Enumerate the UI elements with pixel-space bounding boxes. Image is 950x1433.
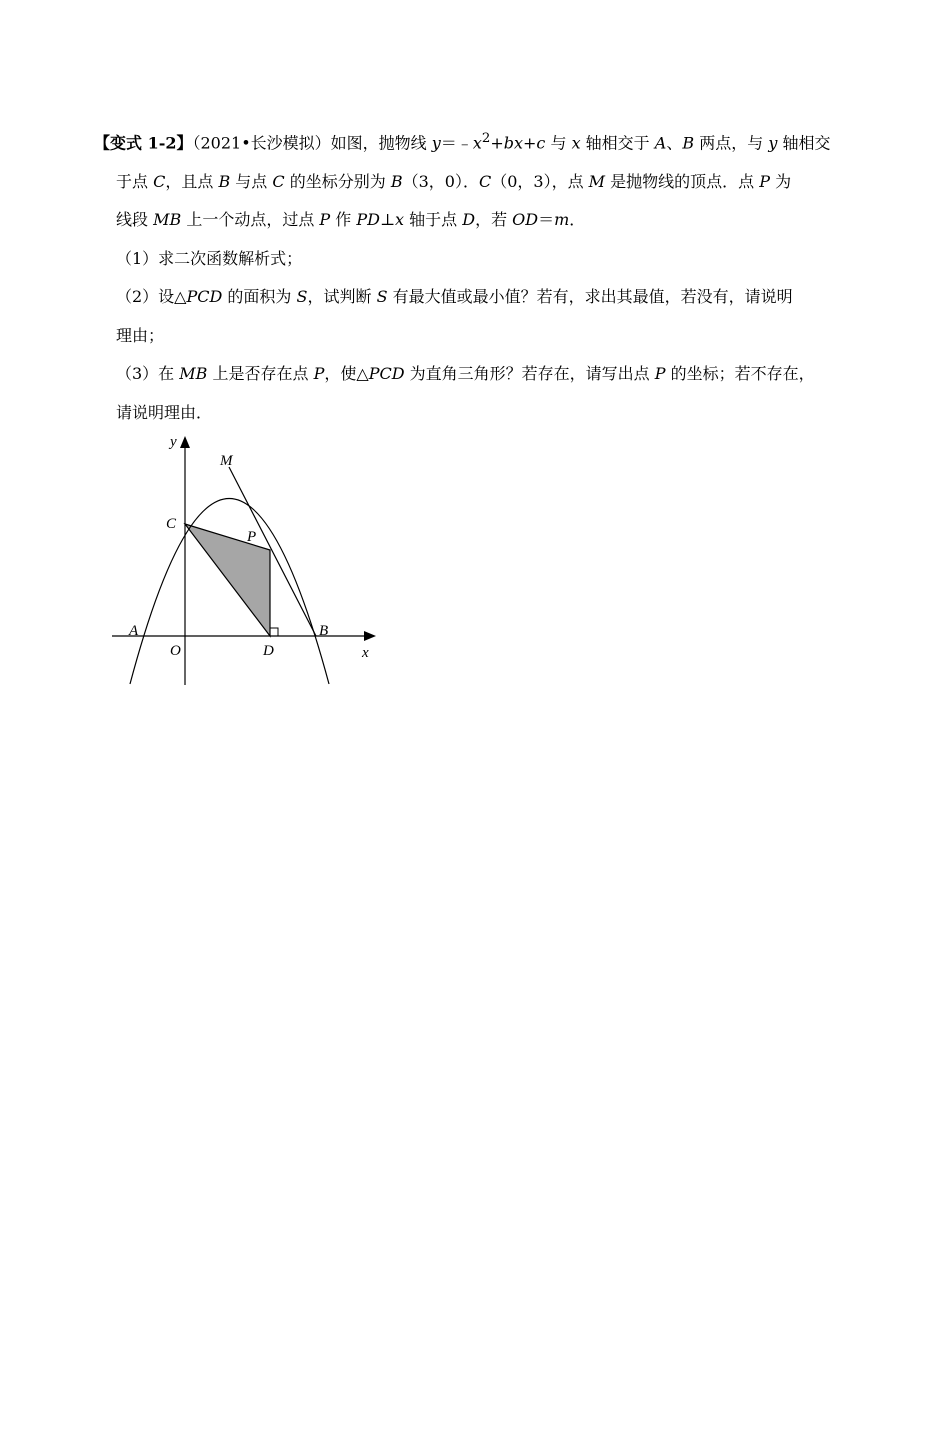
text-segment: ，若 <box>475 210 513 230</box>
math-var: P <box>319 210 331 230</box>
math-var: P <box>654 364 666 384</box>
text-segment: 有最大值或最小值？若有，求出其最值，若没有，请说明 <box>387 287 793 307</box>
problem-source: （2021•长沙模拟） <box>192 133 331 153</box>
problem-line-1 <box>94 120 874 163</box>
text-segment: 为 <box>770 171 792 191</box>
problem-line-3 <box>94 201 874 240</box>
text-segment: ＝ <box>538 210 555 230</box>
text-segment: ⊥ <box>379 210 396 230</box>
text-segment: 作 <box>330 210 357 230</box>
text-segment: 是抛物线的顶点．点 <box>605 171 760 191</box>
y-axis-arrow <box>180 436 190 448</box>
math-var: MB <box>153 210 182 230</box>
text-segment: ，试判断 <box>307 287 377 307</box>
problem-text <box>94 120 874 432</box>
math-var: bx <box>503 133 523 153</box>
label-y: y <box>170 434 177 450</box>
right-angle-mark <box>270 628 278 636</box>
text-segment: （0，3），点 <box>491 171 589 191</box>
question-1: （1）求二次函数解析式； <box>116 248 303 268</box>
text-segment: 轴于点 <box>404 210 463 230</box>
label-o: O <box>170 643 181 659</box>
text-segment: 的面积为 <box>222 287 297 307</box>
math-var: C <box>272 171 285 191</box>
math-var: P <box>313 364 325 384</box>
label-x: x <box>362 645 369 661</box>
text-segment: 于点 <box>116 171 154 191</box>
triangle-pcd <box>185 524 270 636</box>
math-var: y <box>768 133 778 153</box>
text-segment: ，且点 <box>165 171 219 191</box>
text-segment: 轴相交于 <box>580 133 655 153</box>
math-exponent: 2 <box>481 131 491 146</box>
math-var: S <box>376 287 388 307</box>
text-segment: 如图，抛物线 <box>330 133 432 153</box>
problem-line-2 <box>94 163 874 202</box>
math-var: C <box>153 171 166 191</box>
label-m: M <box>220 453 233 469</box>
math-var: B <box>218 171 231 191</box>
math-var: B <box>682 133 695 153</box>
math-var: x <box>472 133 482 153</box>
parabola-figure <box>108 425 388 690</box>
text-segment: 与点 <box>230 171 273 191</box>
text-segment: ． <box>569 210 586 230</box>
label-d: D <box>263 643 274 659</box>
text-segment: 的坐标；若不存在， <box>665 364 815 384</box>
math-var: MB <box>179 364 208 384</box>
text-segment: + <box>490 133 504 153</box>
question-2-continued: 理由； <box>116 325 165 345</box>
text-segment: 两点，与 <box>694 133 769 153</box>
math-var: D <box>462 210 476 230</box>
text-segment: （2）设△ <box>116 287 187 307</box>
text-segment: 上是否存在点 <box>207 364 314 384</box>
label-c: C <box>166 516 177 532</box>
math-var: x <box>571 133 581 153</box>
math-var: C <box>478 171 492 191</box>
math-var: B <box>390 171 403 191</box>
math-var: S <box>296 287 308 307</box>
math-var: x <box>395 210 405 230</box>
math-var: P <box>759 171 771 191</box>
text-segment: + <box>523 133 537 153</box>
math-var: A <box>654 133 667 153</box>
text-segment: 与 <box>545 133 572 153</box>
parabola-curve <box>130 499 329 685</box>
x-axis-arrow <box>364 631 376 641</box>
text-segment: 为直角三角形？若存在，请写出点 <box>404 364 655 384</box>
question-3-continued: 请说明理由． <box>116 402 213 422</box>
math-var: PCD <box>186 287 223 307</box>
text-segment: 线段 <box>116 210 154 230</box>
text-segment: 上一个动点，过点 <box>181 210 320 230</box>
text-segment: 、 <box>666 133 683 153</box>
problem-tag: 【变式 1-2】 <box>94 133 193 153</box>
math-var: y <box>431 133 441 153</box>
text-segment: ＝﹣ <box>440 133 473 153</box>
text-segment: 的坐标分别为 <box>284 171 391 191</box>
label-a: A <box>129 623 139 639</box>
math-var: PCD <box>368 364 405 384</box>
label-b: B <box>319 623 329 639</box>
math-var: m <box>554 210 570 230</box>
math-var: OD <box>512 210 539 230</box>
text-segment: ，使△ <box>324 364 369 384</box>
math-var: M <box>588 171 606 191</box>
question-2 <box>94 278 874 317</box>
math-var: PD <box>356 210 380 230</box>
label-p: P <box>247 529 257 545</box>
text-segment: 轴相交 <box>777 133 831 153</box>
question-3 <box>94 355 874 394</box>
text-segment: （3，0）． <box>402 171 479 191</box>
math-var: c <box>536 133 546 153</box>
text-segment: （3）在 <box>116 364 180 384</box>
